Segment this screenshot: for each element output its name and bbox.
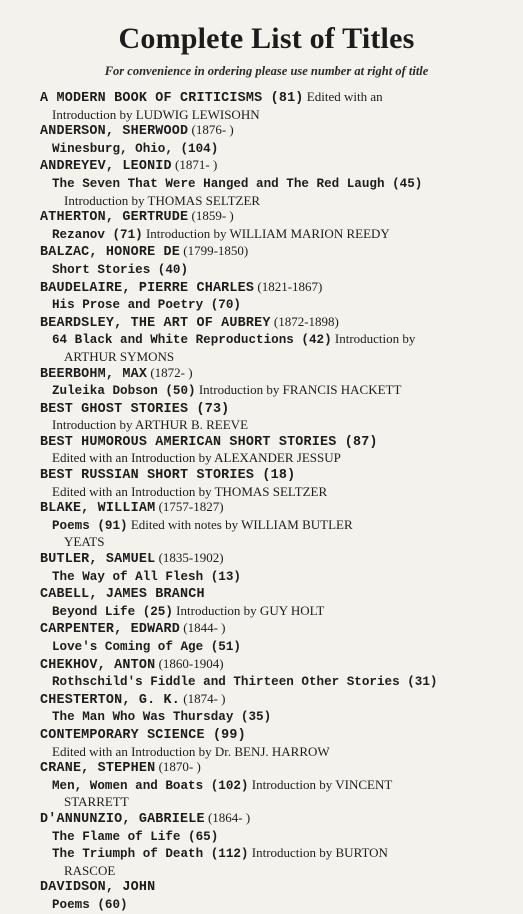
entry-heading <box>40 279 493 297</box>
book-title: Rezanov (71) <box>52 227 143 242</box>
entry-heading <box>40 550 493 568</box>
entry-line <box>40 828 493 846</box>
book-title: The Flame of Life (65) <box>52 829 219 844</box>
author-dates: (1872- ) <box>147 364 193 380</box>
author-dates: (1799-1850) <box>180 243 249 259</box>
book-title: The Way of All Flesh (13) <box>52 569 241 584</box>
list-entry <box>40 314 493 365</box>
list-entry <box>40 433 493 466</box>
entry-line <box>40 863 493 879</box>
author-name: BEERBOHM, MAX <box>40 366 148 382</box>
entry-line <box>40 744 493 760</box>
entry-line <box>40 673 493 691</box>
list-entry <box>40 585 493 620</box>
list-entry <box>40 810 493 878</box>
entry-heading <box>40 759 493 777</box>
editor-note: Introduction by <box>331 331 416 347</box>
list-entry <box>40 691 493 726</box>
entry-line <box>40 226 493 244</box>
author-name: CRANE, STEPHEN <box>40 761 156 777</box>
book-title: Men, Women and Boats (102) <box>52 778 249 793</box>
author-dates: (1872-1898) <box>270 313 339 329</box>
author-dates: (1871- ) <box>171 157 218 173</box>
author-name: BEARDSLEY, THE ART OF AUBREY <box>40 315 271 331</box>
editor-note: Edited with notes by WILLIAM BUTLER <box>127 516 353 532</box>
editor-note: Introduction by VINCENT <box>248 776 393 792</box>
author-name: ANDREYEV, LEONID <box>40 159 172 175</box>
editor-note: Introduction by LUDWIG LEWISOHN <box>52 106 260 122</box>
author-dates: (1876- ) <box>188 122 234 138</box>
book-title: Beyond Life (25) <box>52 604 173 619</box>
entry-line <box>40 534 493 550</box>
page-subtitle: For convenience in ordering please use number at right of title <box>104 64 429 78</box>
author-name: BEST RUSSIAN SHORT STORIES (18) <box>40 468 296 484</box>
author-dates: (1874- ) <box>180 690 226 706</box>
entry-heading <box>40 314 493 332</box>
author-dates: (1870- ) <box>155 759 201 775</box>
entry-heading <box>40 89 493 107</box>
entry-line <box>40 296 493 314</box>
entry-heading <box>40 122 493 140</box>
entry-heading <box>40 726 493 744</box>
list-entry <box>40 620 493 655</box>
book-title: Zuleika Dobson (50) <box>52 384 196 399</box>
entry-heading <box>40 208 493 226</box>
entry-line <box>40 261 493 279</box>
author-name: CHEKHOV, ANTON <box>40 657 156 673</box>
editor-note: Introduction by GUY HOLT <box>172 602 325 618</box>
entry-heading <box>40 433 493 451</box>
author-name: BALZAC, HONORE DE <box>40 245 181 261</box>
entry-line <box>40 568 493 586</box>
book-title: His Prose and Poetry (70) <box>52 298 241 313</box>
entry-line <box>40 484 493 500</box>
editor-note: Introduction by WILLIAM MARION REEDY <box>142 225 390 241</box>
author-name: CHESTERTON, G. K. <box>40 692 181 708</box>
entry-heading <box>40 810 493 828</box>
author-name: ATHERTON, GERTRUDE <box>40 210 189 226</box>
book-title: The Triumph of Death (112) <box>52 847 249 862</box>
book-title: Winesburg, Ohio, (104) <box>52 141 219 156</box>
author-name: DAVIDSON, JOHN <box>40 880 156 896</box>
author-dates: (1821-1867) <box>254 278 323 294</box>
book-title: Rothschild's Fiddle and Thirteen Other Stories (31) <box>52 675 438 690</box>
list-entry <box>40 466 493 499</box>
book-title: Poems (60) <box>52 897 128 912</box>
book-title: Love's Coming of Age (51) <box>52 640 241 654</box>
entry-line <box>40 140 493 158</box>
title-list <box>40 89 493 914</box>
entry-line <box>40 349 493 365</box>
entry-heading <box>40 691 493 709</box>
author-dates: (1864- ) <box>204 809 251 825</box>
list-entry <box>40 726 493 759</box>
entry-heading <box>40 620 493 638</box>
entry-line <box>40 382 493 400</box>
book-title: 64 Black and White Reproductions (42) <box>52 333 332 348</box>
editor-note: RASCOE <box>64 862 116 878</box>
entry-heading <box>40 878 493 896</box>
editor-note: Edited with an Introduction by ALEXANDER JESSUP <box>52 450 341 466</box>
book-title: The Seven That Were Hanged and The Red Laugh (45) <box>52 176 423 191</box>
entry-heading <box>40 365 493 383</box>
entry-line <box>40 794 493 810</box>
author-name: CONTEMPORARY SCIENCE (99) <box>40 727 246 743</box>
list-entry <box>40 499 493 550</box>
entry-heading <box>40 466 493 484</box>
editor-note: ARTHUR SYMONS <box>64 348 175 364</box>
author-name: BLAKE, WILLIAM <box>40 501 156 517</box>
author-name: BEST HUMOROUS AMERICAN SHORT STORIES (87) <box>40 434 378 450</box>
entry-line <box>40 450 493 466</box>
list-entry <box>40 656 493 691</box>
entry-line <box>40 193 493 209</box>
entry-line <box>40 845 493 863</box>
list-entry <box>40 157 493 208</box>
author-dates: (1844- ) <box>180 620 226 636</box>
heading-tail: Edited with an <box>303 89 383 104</box>
editor-note: Edited with an Introduction by THOMAS SELTZER <box>52 483 328 499</box>
entry-line <box>40 896 493 914</box>
book-title: Short Stories (40) <box>52 262 189 277</box>
entry-line <box>40 603 493 621</box>
editor-note: STARRETT <box>64 794 129 810</box>
entry-line <box>40 777 493 795</box>
entry-line <box>40 331 493 349</box>
editor-note: Introduction by ARTHUR B. REEVE <box>52 417 249 433</box>
list-entry <box>40 365 493 400</box>
entry-heading <box>40 243 493 261</box>
list-entry <box>40 243 493 278</box>
entry-line <box>40 175 493 193</box>
author-name: CARPENTER, EDWARD <box>40 622 181 638</box>
list-entry <box>40 122 493 157</box>
author-name: D'ANNUNZIO, GABRIELE <box>40 811 205 827</box>
list-entry <box>40 279 493 314</box>
page-title: Complete List of Titles <box>118 22 415 55</box>
author-name: BUTLER, SAMUEL <box>40 552 156 568</box>
entry-line <box>40 517 493 535</box>
author-name: A MODERN BOOK OF CRITICISMS (81) <box>40 91 304 106</box>
entry-heading <box>40 157 493 175</box>
author-name: ANDERSON, SHERWOOD <box>40 124 189 140</box>
list-entry <box>40 550 493 585</box>
entry-heading <box>40 585 493 603</box>
list-entry <box>40 878 493 913</box>
editor-note: Introduction by THOMAS SELTZER <box>64 192 261 208</box>
author-dates: (1860-1904) <box>155 655 224 671</box>
book-title: Poems (91) <box>52 518 128 533</box>
list-entry <box>40 759 493 810</box>
list-entry <box>40 400 493 433</box>
editor-note: Introduction by BURTON <box>248 845 388 861</box>
author-name: BAUDELAIRE, PIERRE CHARLES <box>40 280 255 296</box>
entry-line <box>40 417 493 433</box>
author-dates: (1859- ) <box>188 208 234 224</box>
entry-heading <box>40 499 493 517</box>
list-entry <box>40 89 493 122</box>
editor-note: Edited with an Introduction by Dr. BENJ. HARROW <box>52 743 330 759</box>
author-name: CABELL, JAMES BRANCH <box>40 587 205 603</box>
author-dates: (1757-1827) <box>155 499 224 515</box>
editor-note: YEATS <box>64 534 105 550</box>
entry-line <box>40 638 493 656</box>
author-name: BEST GHOST STORIES (73) <box>40 401 230 417</box>
entry-line <box>40 107 493 123</box>
author-dates: (1835-1902) <box>155 550 224 566</box>
entry-heading <box>40 656 493 674</box>
entry-heading <box>40 400 493 418</box>
list-entry <box>40 208 493 243</box>
editor-note: Introduction by FRANCIS HACKETT <box>195 382 402 398</box>
entry-line <box>40 708 493 726</box>
book-title: The Man Who Was Thursday (35) <box>52 710 272 725</box>
